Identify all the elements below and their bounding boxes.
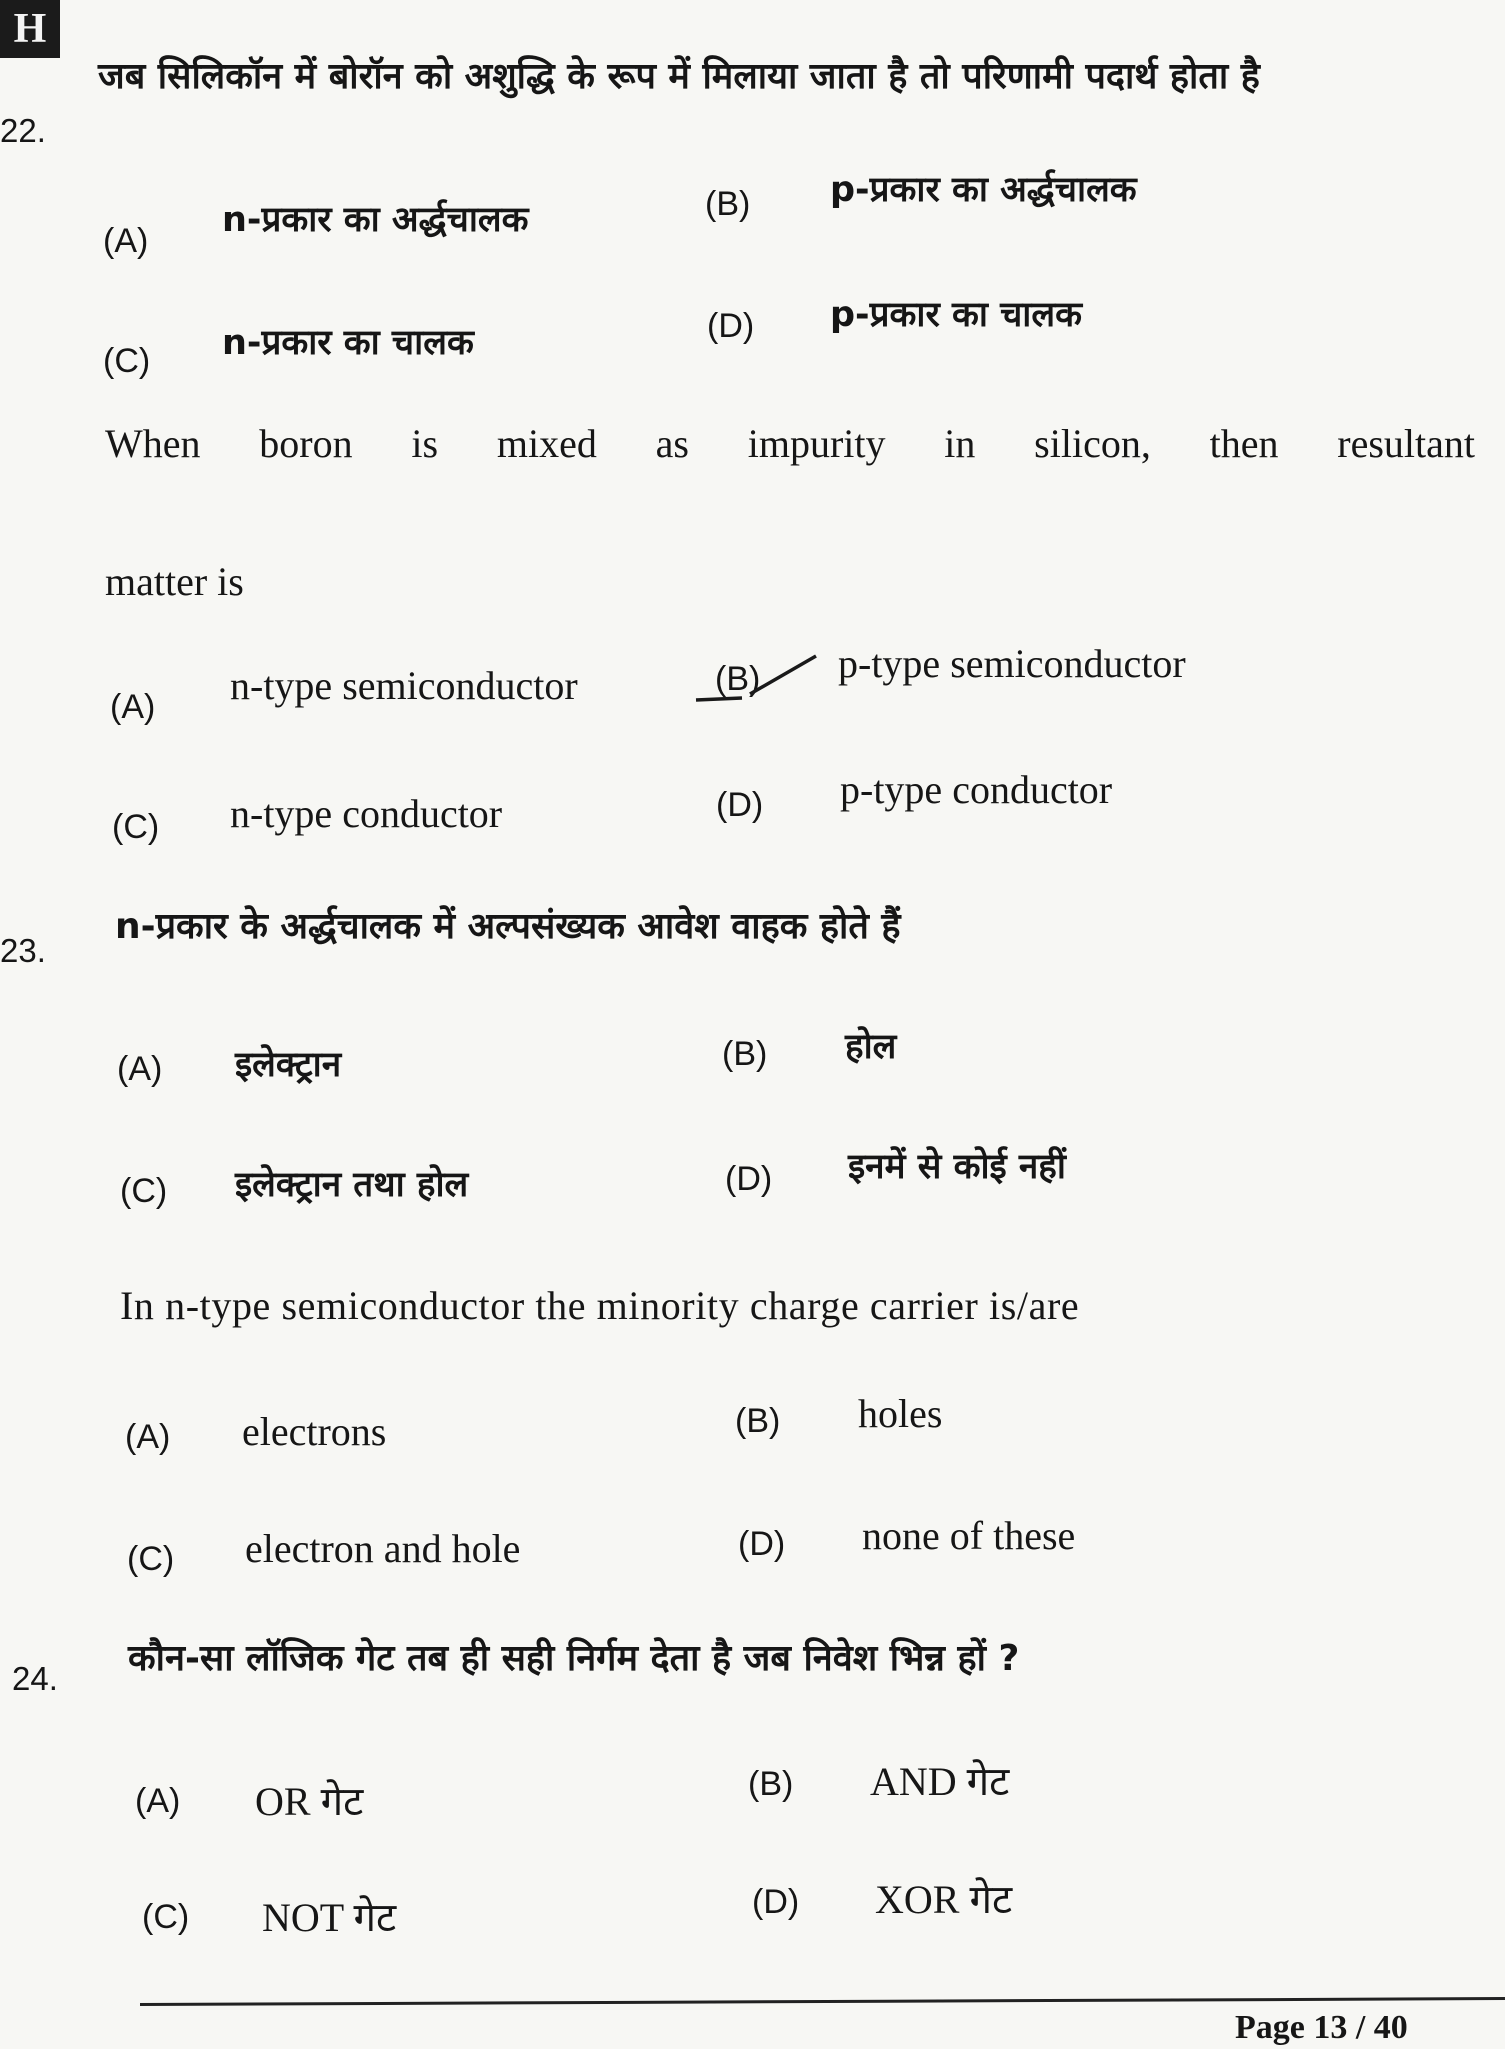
- option-label: (B): [735, 1402, 781, 1440]
- option-text-english: holes: [858, 1391, 943, 1436]
- option-text-hindi: n-प्रकार का अर्द्धचालक: [222, 200, 529, 240]
- question-text-english: In n-type semiconductor the minority charge carrier is/are: [120, 1283, 1080, 1328]
- question-number: 22.: [0, 112, 46, 149]
- question-text-hindi: जब सिलिकॉन में बोरॉन को अशुद्धि के रूप में मिलाया जाता है तो परिणामी पदार्थ होता है: [98, 56, 1260, 97]
- option-text-english: none of these: [862, 1513, 1076, 1558]
- answer-tick-mark: [690, 648, 820, 706]
- option-label: (D): [707, 307, 755, 345]
- option-label: (C): [103, 342, 151, 380]
- option-text-english: n-type conductor: [230, 791, 503, 836]
- option-label: (B): [722, 1035, 768, 1073]
- option-text-english: p-type conductor: [840, 767, 1113, 812]
- option-text: NOT गेट: [262, 1895, 397, 1940]
- option-text-hindi: इनमें से कोई नहीं: [848, 1147, 1066, 1187]
- option-label: (C): [142, 1898, 190, 1936]
- option-text-hindi: n-प्रकार का चालक: [222, 323, 474, 363]
- option-label: (A): [110, 688, 156, 726]
- option-label: (D): [716, 786, 764, 824]
- question-text-english: When boron is mixed as impurity in silicon, then resultant: [105, 421, 1475, 466]
- option-label: (B): [748, 1765, 794, 1803]
- option-label: (A): [135, 1782, 181, 1820]
- option-text: XOR गेट: [875, 1877, 1013, 1922]
- option-label: (D): [725, 1160, 773, 1198]
- option-text-english: electron and hole: [245, 1526, 521, 1571]
- option-label: (C): [112, 808, 160, 846]
- option-label: (C): [120, 1172, 168, 1210]
- question-number: 24.: [12, 1660, 58, 1697]
- footer-divider: [140, 1997, 1505, 2006]
- option-text-english: p-type semiconductor: [838, 641, 1186, 686]
- option-label: (A): [125, 1418, 171, 1456]
- option-text: AND गेट: [870, 1759, 1010, 1804]
- question-number: 23.: [0, 932, 46, 969]
- option-text-hindi: इलेक्ट्रान तथा होल: [235, 1165, 469, 1205]
- option-label: (A): [117, 1050, 163, 1088]
- option-label: (D): [738, 1525, 786, 1563]
- question-text-hindi: कौन-सा लॉजिक गेट तब ही सही निर्गम देता है जब निवेश भिन्न हों ?: [128, 1638, 1020, 1679]
- option-label: (A): [103, 222, 149, 260]
- option-text-hindi: होल: [845, 1027, 897, 1067]
- option-text-english: electrons: [242, 1409, 387, 1454]
- question-text-hindi: n-प्रकार के अर्द्धचालक में अल्पसंख्यक आवेश वाहक होते हैं: [115, 906, 901, 947]
- section-badge: H: [0, 0, 60, 58]
- option-label: (B): [705, 185, 751, 223]
- option-label-marked: (B): [715, 660, 761, 698]
- option-label: (D): [752, 1883, 800, 1921]
- page-number: Page 13 / 40: [1235, 2009, 1408, 2046]
- option-text-hindi: p-प्रकार का अर्द्धचालक: [830, 170, 1137, 210]
- question-text-english-continued: matter is: [105, 559, 244, 604]
- option-text-english: n-type semiconductor: [230, 663, 578, 708]
- option-text-hindi: इलेक्ट्रान: [235, 1045, 342, 1085]
- option-text: OR गेट: [255, 1779, 364, 1824]
- option-text-hindi: p-प्रकार का चालक: [830, 295, 1082, 335]
- option-label: (C): [127, 1540, 175, 1578]
